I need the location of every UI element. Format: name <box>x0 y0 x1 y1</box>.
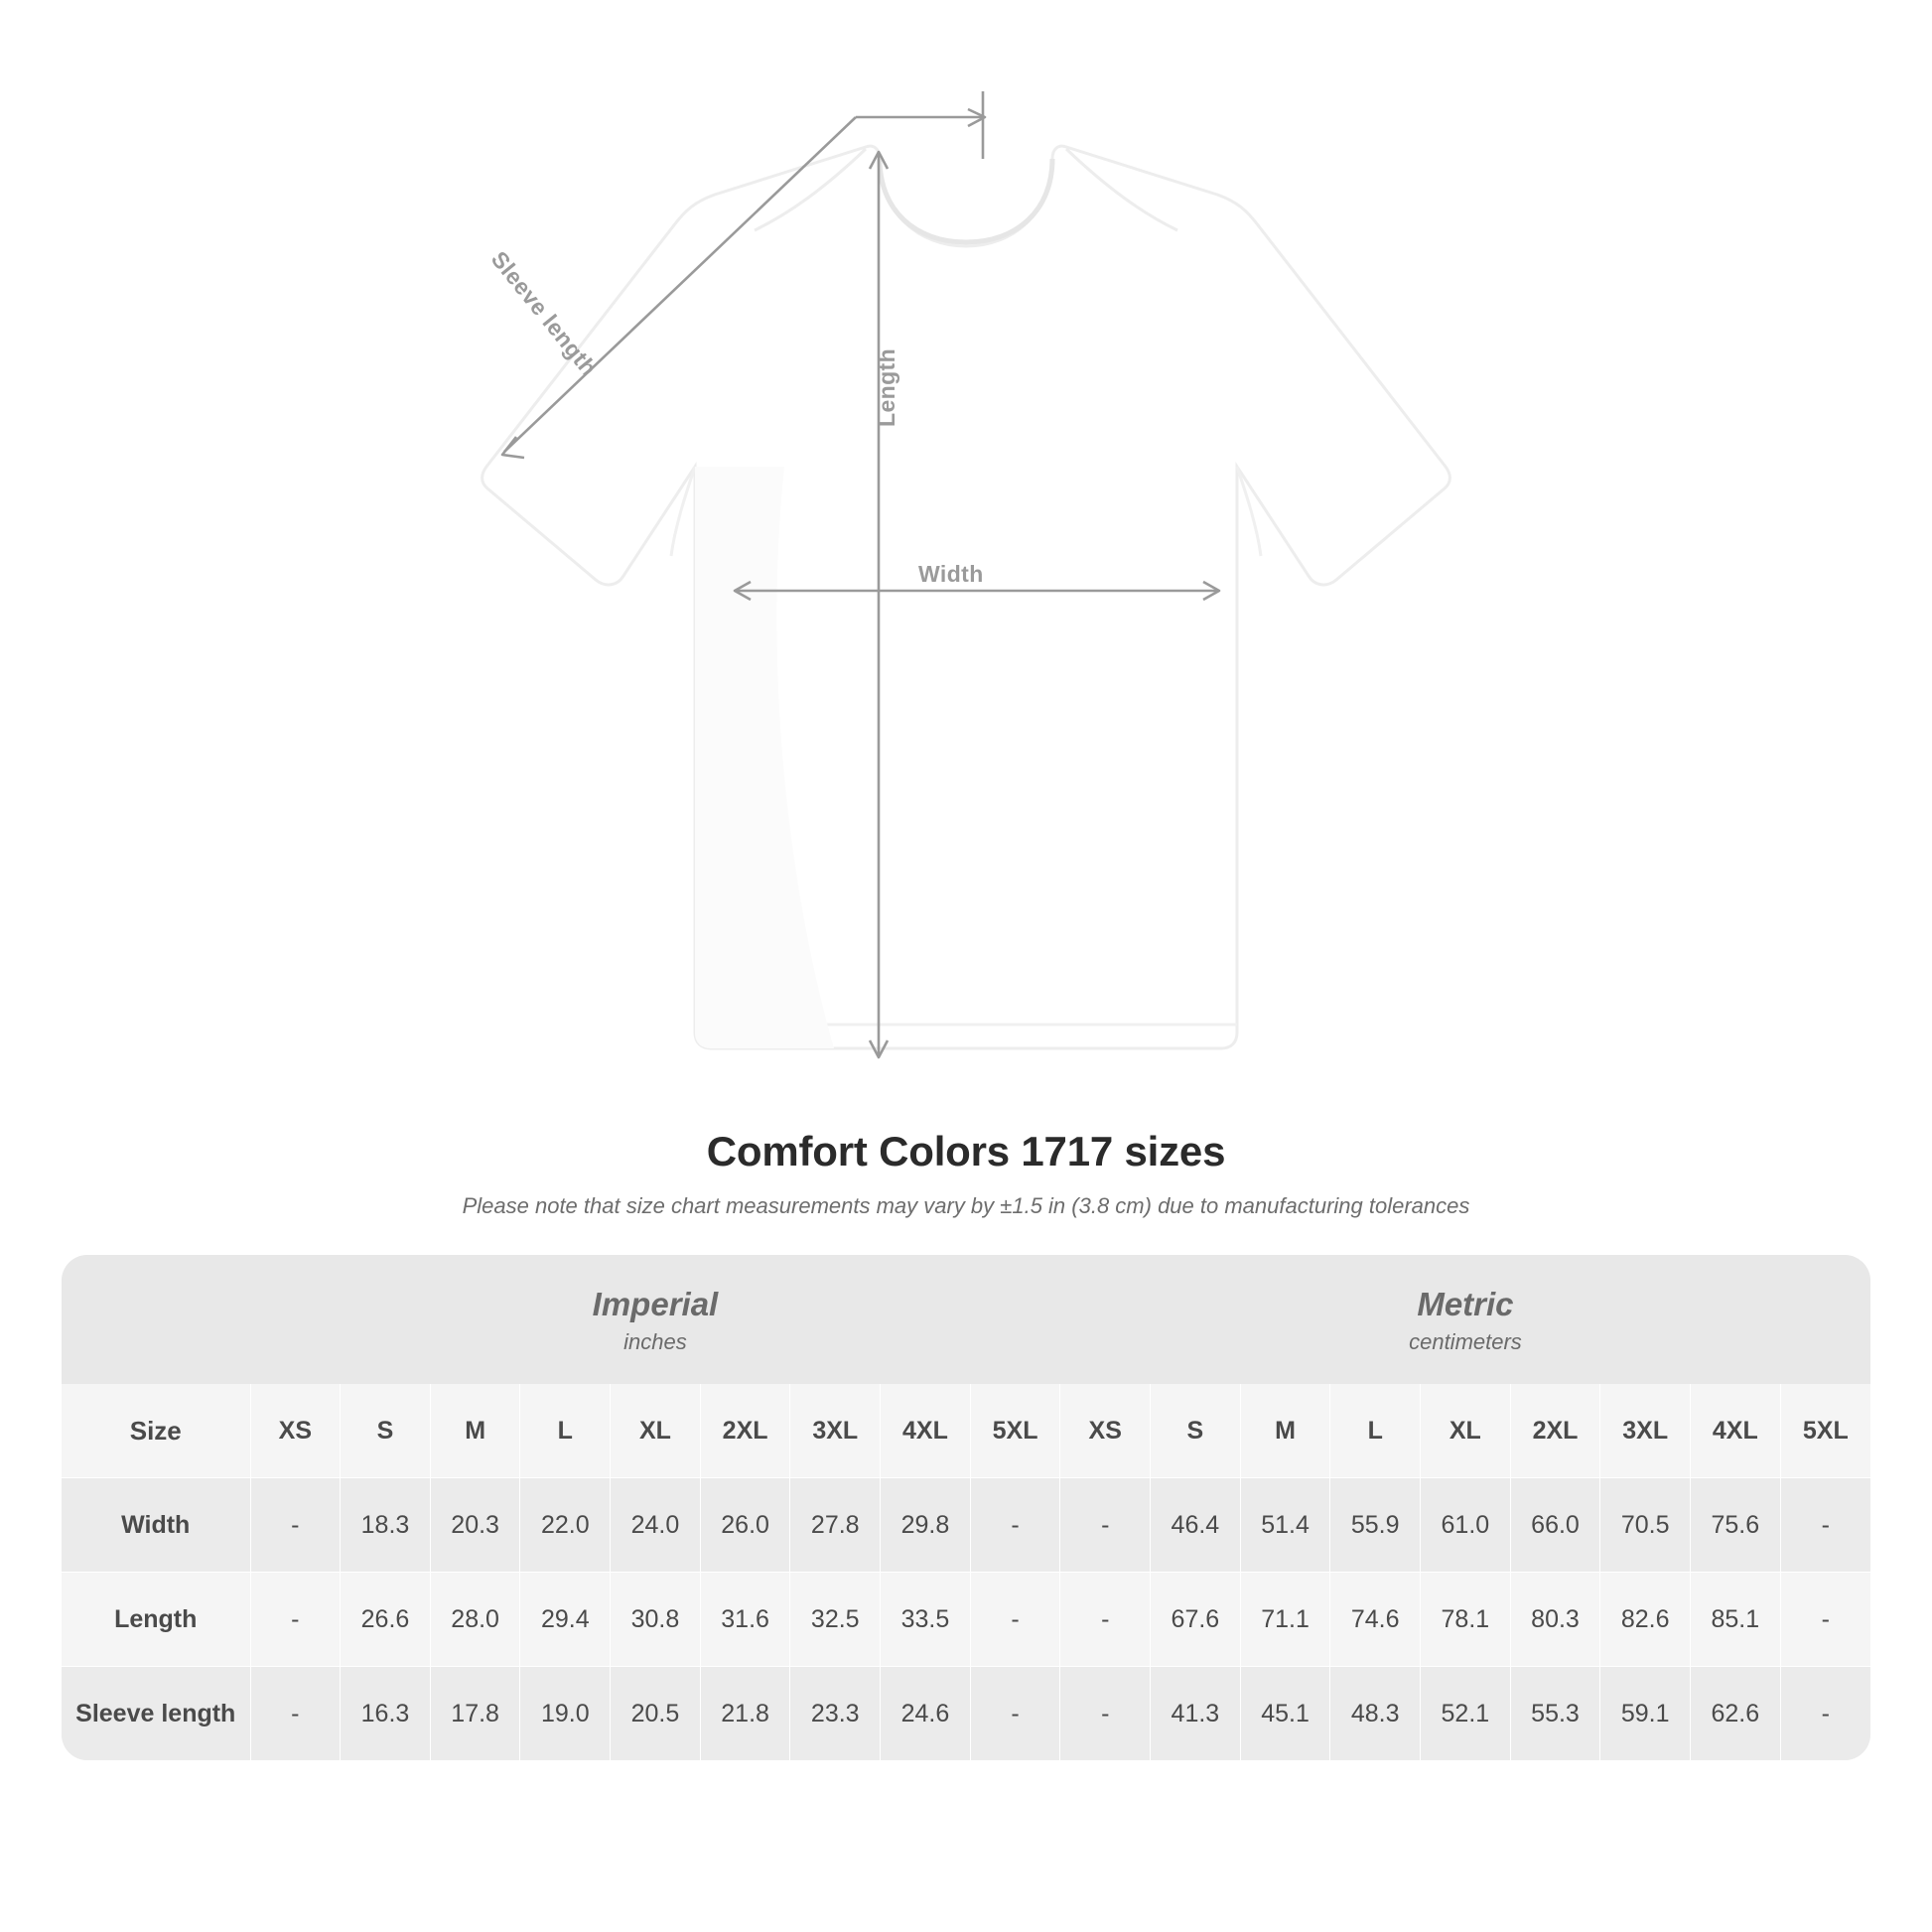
cell: 33.5 <box>881 1573 971 1667</box>
cell: - <box>250 1573 341 1667</box>
table-row <box>62 1573 1870 1667</box>
cell: 55.9 <box>1330 1478 1421 1573</box>
size-header-cell: 4XL <box>881 1384 971 1478</box>
size-header-cell: M <box>1240 1384 1330 1478</box>
row-label-length: Length <box>62 1573 250 1667</box>
size-header-cell: L <box>520 1384 611 1478</box>
cell: 45.1 <box>1240 1667 1330 1761</box>
cell: 51.4 <box>1240 1478 1330 1573</box>
size-header-cell: S <box>341 1384 431 1478</box>
cell: 17.8 <box>430 1667 520 1761</box>
cell: 78.1 <box>1421 1573 1511 1667</box>
cell: - <box>1780 1667 1870 1761</box>
row-label-sleeve-length: Sleeve length <box>62 1667 250 1761</box>
cell: 30.8 <box>611 1573 701 1667</box>
cell: 16.3 <box>341 1667 431 1761</box>
unit-name-imperial: Imperial <box>592 1286 719 1323</box>
cell: - <box>1060 1573 1151 1667</box>
cell: 29.8 <box>881 1478 971 1573</box>
cell: 74.6 <box>1330 1573 1421 1667</box>
unit-sub-imperial: inches <box>623 1328 687 1354</box>
cell: - <box>250 1478 341 1573</box>
cell: 20.5 <box>611 1667 701 1761</box>
cell: 55.3 <box>1510 1667 1600 1761</box>
tshirt-shape <box>483 146 1450 1048</box>
cell: 75.6 <box>1691 1478 1781 1573</box>
unit-header-metric <box>1060 1255 1870 1384</box>
unit-header-imperial <box>250 1255 1060 1384</box>
cell: - <box>970 1478 1060 1573</box>
sleeve-length-dimension-label: Sleeve length <box>485 246 603 381</box>
cell: 70.5 <box>1600 1478 1691 1573</box>
length-dimension-label: Length <box>874 347 899 427</box>
size-header-cell: XS <box>1060 1384 1151 1478</box>
size-table-container <box>62 1255 1870 1760</box>
unit-header-spacer <box>62 1255 250 1384</box>
cell: 18.3 <box>341 1478 431 1573</box>
width-dimension-label: Width <box>918 561 984 587</box>
unit-sub-metric: centimeters <box>1409 1328 1522 1354</box>
cell: 20.3 <box>430 1478 520 1573</box>
size-header-cell: XL <box>611 1384 701 1478</box>
cell: 85.1 <box>1691 1573 1781 1667</box>
size-header-cell: 4XL <box>1691 1384 1781 1478</box>
row-label-width: Width <box>62 1478 250 1573</box>
size-header-cell: 2XL <box>1510 1384 1600 1478</box>
cell: 48.3 <box>1330 1667 1421 1761</box>
size-header-cell: L <box>1330 1384 1421 1478</box>
cell: 24.0 <box>611 1478 701 1573</box>
cell: 23.3 <box>790 1667 881 1761</box>
size-header-cell: 2XL <box>700 1384 790 1478</box>
cell: 29.4 <box>520 1573 611 1667</box>
cell: 19.0 <box>520 1667 611 1761</box>
cell: 27.8 <box>790 1478 881 1573</box>
table-row <box>62 1667 1870 1761</box>
cell: - <box>1060 1478 1151 1573</box>
unit-header-row <box>62 1255 1870 1384</box>
cell: 28.0 <box>430 1573 520 1667</box>
cell: - <box>1780 1573 1870 1667</box>
cell: - <box>970 1573 1060 1667</box>
cell: 80.3 <box>1510 1573 1600 1667</box>
size-header-cell: M <box>430 1384 520 1478</box>
cell: 26.6 <box>341 1573 431 1667</box>
size-header-cell: 3XL <box>790 1384 881 1478</box>
cell: - <box>970 1667 1060 1761</box>
page-title: Comfort Colors 1717 sizes <box>706 1128 1226 1174</box>
size-header-label: Size <box>62 1384 250 1478</box>
cell: 66.0 <box>1510 1478 1600 1573</box>
size-header-cell: 5XL <box>1780 1384 1870 1478</box>
unit-name-metric: Metric <box>1417 1286 1514 1323</box>
cell: 61.0 <box>1421 1478 1511 1573</box>
cell: 26.0 <box>700 1478 790 1573</box>
cell: 24.6 <box>881 1667 971 1761</box>
cell: 67.6 <box>1151 1573 1241 1667</box>
cell: - <box>1060 1667 1151 1761</box>
size-header-cell: S <box>1151 1384 1241 1478</box>
cell: 22.0 <box>520 1478 611 1573</box>
cell: 52.1 <box>1421 1667 1511 1761</box>
cell: 21.8 <box>700 1667 790 1761</box>
cell: 32.5 <box>790 1573 881 1667</box>
cell: 59.1 <box>1600 1667 1691 1761</box>
size-header-cell: XS <box>250 1384 341 1478</box>
size-header-row <box>62 1384 1870 1478</box>
cell: 46.4 <box>1151 1478 1241 1573</box>
cell: 31.6 <box>700 1573 790 1667</box>
cell: - <box>1780 1478 1870 1573</box>
cell: - <box>250 1667 341 1761</box>
cell: 62.6 <box>1691 1667 1781 1761</box>
size-header-cell: 3XL <box>1600 1384 1691 1478</box>
title-block <box>0 1128 1932 1219</box>
cell: 82.6 <box>1600 1573 1691 1667</box>
cell: 71.1 <box>1240 1573 1330 1667</box>
tolerance-note: Please note that size chart measurements may vary by ±1.5 in (3.8 cm) due to manufacturing tolerances <box>462 1193 1470 1218</box>
size-header-cell: XL <box>1421 1384 1511 1478</box>
size-header-cell: 5XL <box>970 1384 1060 1478</box>
cell: 41.3 <box>1151 1667 1241 1761</box>
size-table <box>62 1255 1870 1760</box>
table-row <box>62 1478 1870 1573</box>
